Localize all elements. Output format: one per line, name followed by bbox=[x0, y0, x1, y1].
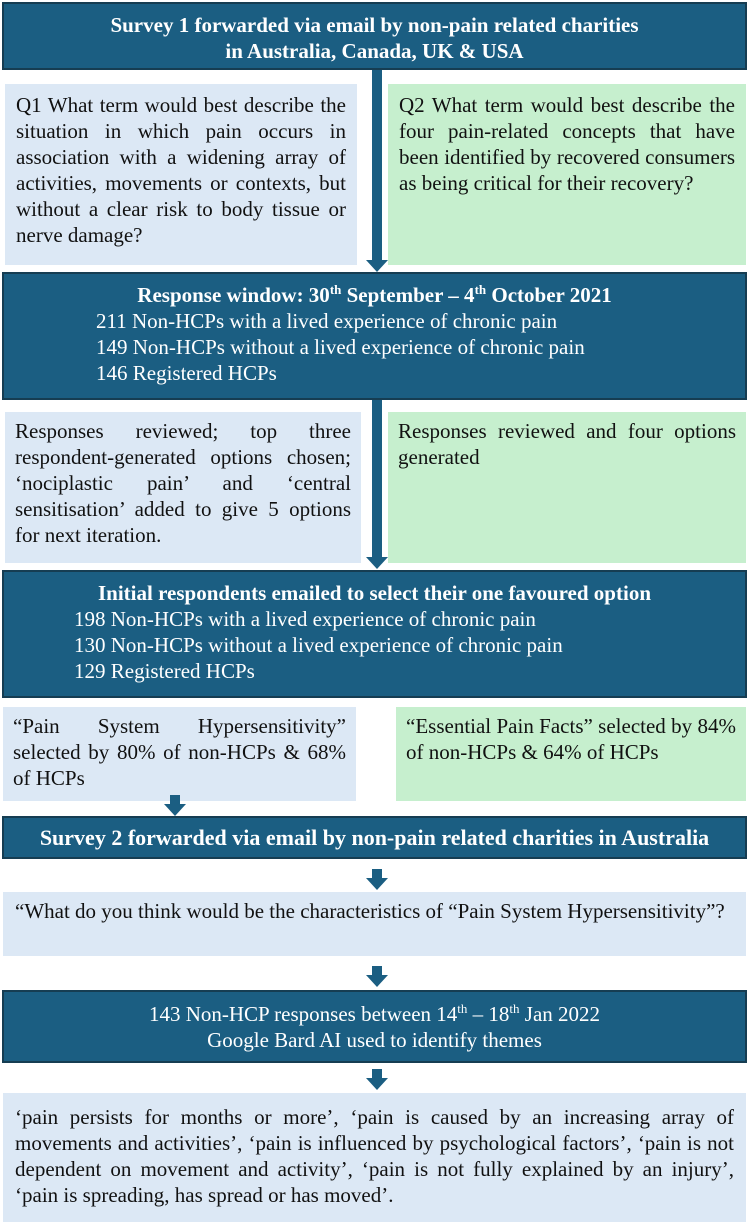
q1-box bbox=[5, 84, 357, 265]
response-window-title bbox=[4, 282, 745, 308]
connector-line bbox=[372, 398, 382, 558]
q2-text: Q2 What term would best describe the four pain-related concepts that have been identified by recovered consumers as being critical for their recovery? bbox=[399, 93, 735, 195]
survey1-line1: Survey 1 forwarded via email by non-pain related charities bbox=[110, 13, 639, 37]
arrow-down-icon bbox=[366, 1078, 388, 1090]
q2-box bbox=[388, 84, 746, 265]
result-q2-text: “Essential Pain Facts” selected by 84% of non-HCPs & 64% of HCPs bbox=[406, 714, 736, 764]
review-q1-box bbox=[5, 412, 361, 563]
result-q1-text: “Pain System Hypersensitivity” selected by 80% of non-HCPs & 68% of HCPs bbox=[13, 714, 346, 790]
superscript: th bbox=[474, 282, 487, 297]
arrow-down-icon bbox=[164, 804, 186, 816]
survey2-question-box bbox=[3, 892, 746, 956]
review-q1-text: Responses reviewed; top three respondent-generated options chosen; ‘nociplastic pain’ and ‘central sensitisation’ added to give 5 options for next iteration. bbox=[15, 419, 351, 547]
respondent-count: 149 Non-HCPs without a lived experience of chronic pain bbox=[96, 335, 585, 359]
arrow-down-icon bbox=[366, 975, 388, 987]
superscript: th bbox=[509, 1001, 520, 1016]
title-part: Response window: 30 bbox=[137, 283, 330, 307]
iteration2-title: Initial respondents emailed to select their one favoured option bbox=[98, 581, 651, 605]
superscript: th bbox=[329, 282, 342, 297]
title-part: September – 4 bbox=[341, 283, 475, 307]
respondent-count: 146 Registered HCPs bbox=[96, 361, 277, 385]
title-part: October 2021 bbox=[486, 283, 612, 307]
connector-line bbox=[372, 68, 382, 262]
survey2-question-text: “What do you think would be the characteristics of “Pain System Hypersensitivity”? bbox=[15, 899, 725, 923]
text-part: Jan 2022 bbox=[519, 1002, 601, 1026]
review-q2-text: Responses reviewed and four options generated bbox=[398, 419, 736, 469]
respondent-count: 130 Non-HCPs without a lived experience of chronic pain bbox=[74, 633, 563, 657]
survey2-title: Survey 2 forwarded via email by non-pain related charities in Australia bbox=[39, 825, 710, 850]
survey1-line2: in Australia, Canada, UK & USA bbox=[225, 39, 524, 63]
respondent-count: 198 Non-HCPs with a lived experience of chronic pain bbox=[74, 607, 536, 631]
iteration2-box bbox=[2, 570, 747, 698]
result-q2-box bbox=[396, 707, 746, 801]
respondent-count: 129 Registered HCPs bbox=[74, 659, 255, 683]
superscript: th bbox=[457, 1001, 468, 1016]
text-part: 143 Non-HCP responses between 14 bbox=[148, 1002, 458, 1026]
text-part: – 18 bbox=[467, 1002, 510, 1026]
survey2-box bbox=[2, 816, 747, 859]
response-window-box bbox=[2, 272, 747, 400]
review-q2-box bbox=[388, 412, 746, 563]
survey2-responses-box bbox=[2, 990, 747, 1063]
survey1-box bbox=[2, 2, 747, 70]
arrow-down-icon bbox=[366, 557, 388, 569]
survey2-responses-line2: Google Bard AI used to identify themes bbox=[207, 1028, 542, 1052]
q1-text: Q1 What term would best describe the situation in which pain occurs in association with a widening array of activities, movements or contexts, but without a clear risk to body tissue or nerve damage? bbox=[16, 93, 346, 247]
themes-text: ‘pain persists for months or more’, ‘pain is caused by an increasing array of movements and activities’, ‘pain is influenced by psychological factors’, ‘pain is not dependent on movement and activity’, ‘pain is not fully explained by an injury’, ‘pain is spreading, has spread or has moved’. bbox=[15, 1105, 734, 1207]
arrow-down-icon bbox=[366, 260, 388, 272]
themes-box bbox=[3, 1093, 746, 1222]
arrow-down-icon bbox=[366, 878, 388, 890]
survey2-responses-line1 bbox=[4, 1001, 745, 1027]
respondent-count: 211 Non-HCPs with a lived experience of chronic pain bbox=[96, 309, 558, 333]
result-q1-box bbox=[3, 707, 356, 801]
